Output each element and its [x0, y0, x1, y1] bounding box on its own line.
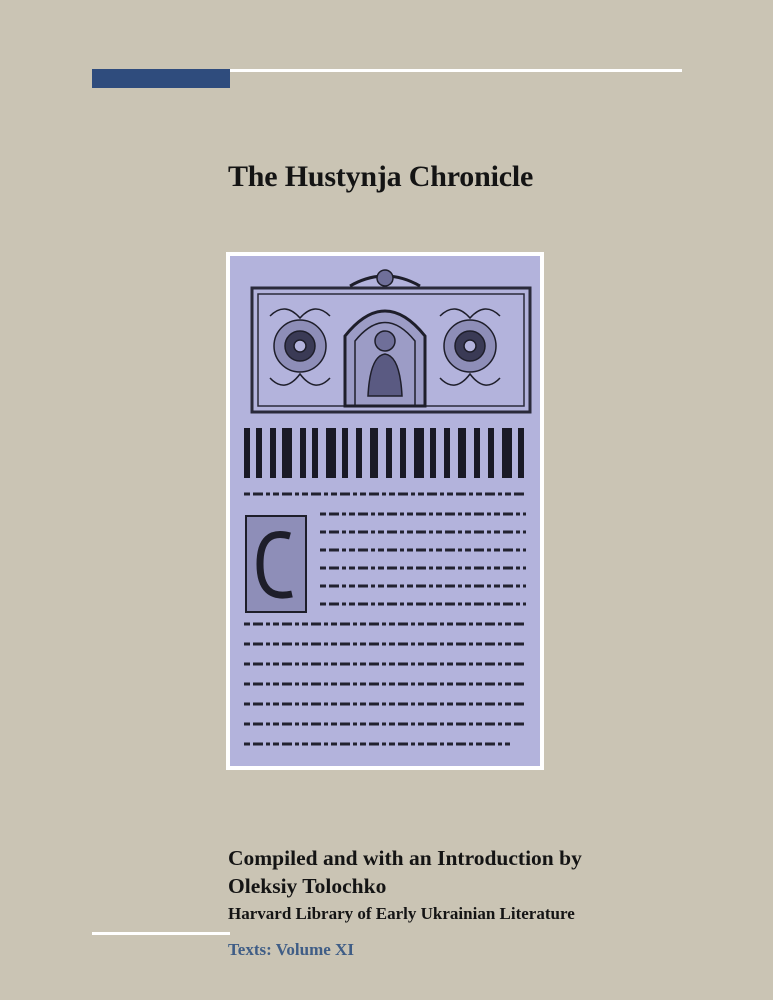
manuscript-page-image	[230, 256, 540, 766]
author-name: Oleksiy Tolochko	[228, 874, 387, 898]
series-name: Harvard Library of Early Ukrainian Literature	[228, 904, 575, 923]
bottom-divider-line	[92, 932, 230, 935]
top-divider-line	[230, 69, 682, 72]
book-title: The Hustynja Chronicle	[228, 160, 534, 193]
cover-illustration	[226, 252, 544, 770]
top-rule	[92, 69, 682, 88]
volume-label: Texts: Volume XI	[228, 940, 354, 959]
compiler-line: Compiled and with an Introduction by	[228, 846, 582, 870]
compiler-credit	[228, 844, 582, 900]
accent-bar	[92, 69, 230, 88]
